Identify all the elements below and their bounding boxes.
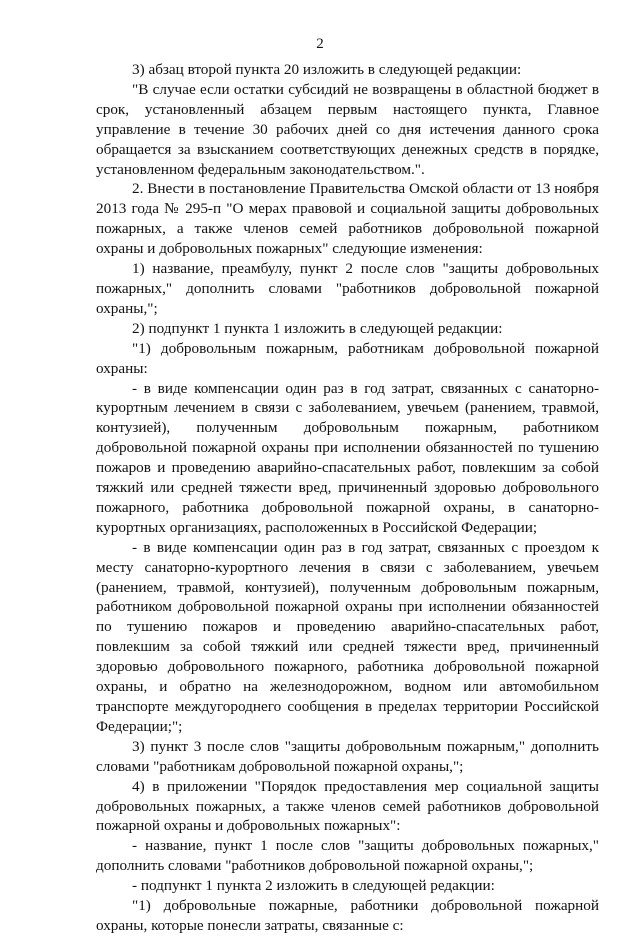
paragraph: 4) в приложении "Порядок предоставления мер социальной защиты добровольных пожарных, а также членов семей работников добровольной пожарной охраны и добровольных пожарных": [96,777,599,835]
paragraph: 3) пункт 3 после слов "защиты добровольным пожарным," дополнить словами "работникам добровольной пожарной охраны,"; [96,737,599,775]
paragraph: 3) абзац второй пункта 20 изложить в следующей редакции: [132,61,522,78]
paragraph: "1) добровольные пожарные, работники добровольной пожарной охраны, которые понесли затраты, связанные с: [96,897,599,934]
paragraph: 2) подпункт 1 пункта 1 изложить в следующей редакции: [132,319,503,337]
paragraph: "В случае если остатки субсидий не возвращены в областной бюджет в срок, установленный абзацем первым настоящего пункта, Главное управление в течение 30 рабочих дней со дня истечения данного срока обращается за взысканием соответствующих денежных средств в порядке, установленном федеральным законодательством.". [96,80,599,178]
document-body [96,60,599,936]
paragraph: - подпункт 1 пункта 2 изложить в следующей редакции: [132,877,495,895]
paragraph: 1) название, преамбулу, пункт 2 после слов "защиты добровольных пожарных," дополнить словами "работников добровольной пожарной охраны,"; [96,260,599,317]
page-number: 2 [316,36,324,52]
paragraph: - в виде компенсации один раз в год затрат, связанных с проездом к месту санаторно-курортного лечения в связи с заболеванием, увечьем (ранением, травмой, контузией), полученным добровольным пожарным, работником добровольной пожарной охраны при исполнении обязанностей по тушению пожаров и проведению аварийно-спасательных работ, повлекшим за собой тяжкий или средней тяжести вред, причиненный здоровью добровольного пожарного, работника добровольной пожарной охраны, и обратно на железнодорожном, водном или автомобильном транспорте междугороднего сообщения в пределах территории Российской Федерации;"; [96,538,599,735]
paragraph: - название, пункт 1 после слов "защиты добровольных пожарных," дополнить словами "работников добровольной пожарной охраны,"; [96,837,599,875]
paragraph: 2. Внести в постановление Правительства Омской области от 13 ноября 2013 года № 295-п "О мерах правовой и социальной защиты добровольных пожарных, а также членов семей работников добровольной пожарной охраны и добровольных пожарных" следующие изменения: [96,180,599,258]
paragraph: "1) добровольным пожарным, работникам добровольной пожарной охраны: [96,339,599,377]
paragraph: - в виде компенсации один раз в год затрат, связанных с санаторно-курортным лечением в связи с заболеванием, увечьем (ранением, травмой, контузией), полученным добровольным пожарным, работником добровольной пожарной охраны при исполнении обязанностей по тушению пожаров и проведению аварийно-спасательных работ, повлекшим за собой тяжкий или средней тяжести вред, причиненный здоровью добровольного пожарного, работника добровольной пожарной охраны, в санаторно-курортных организациях, расположенных в Российской Федерации; [96,379,599,536]
